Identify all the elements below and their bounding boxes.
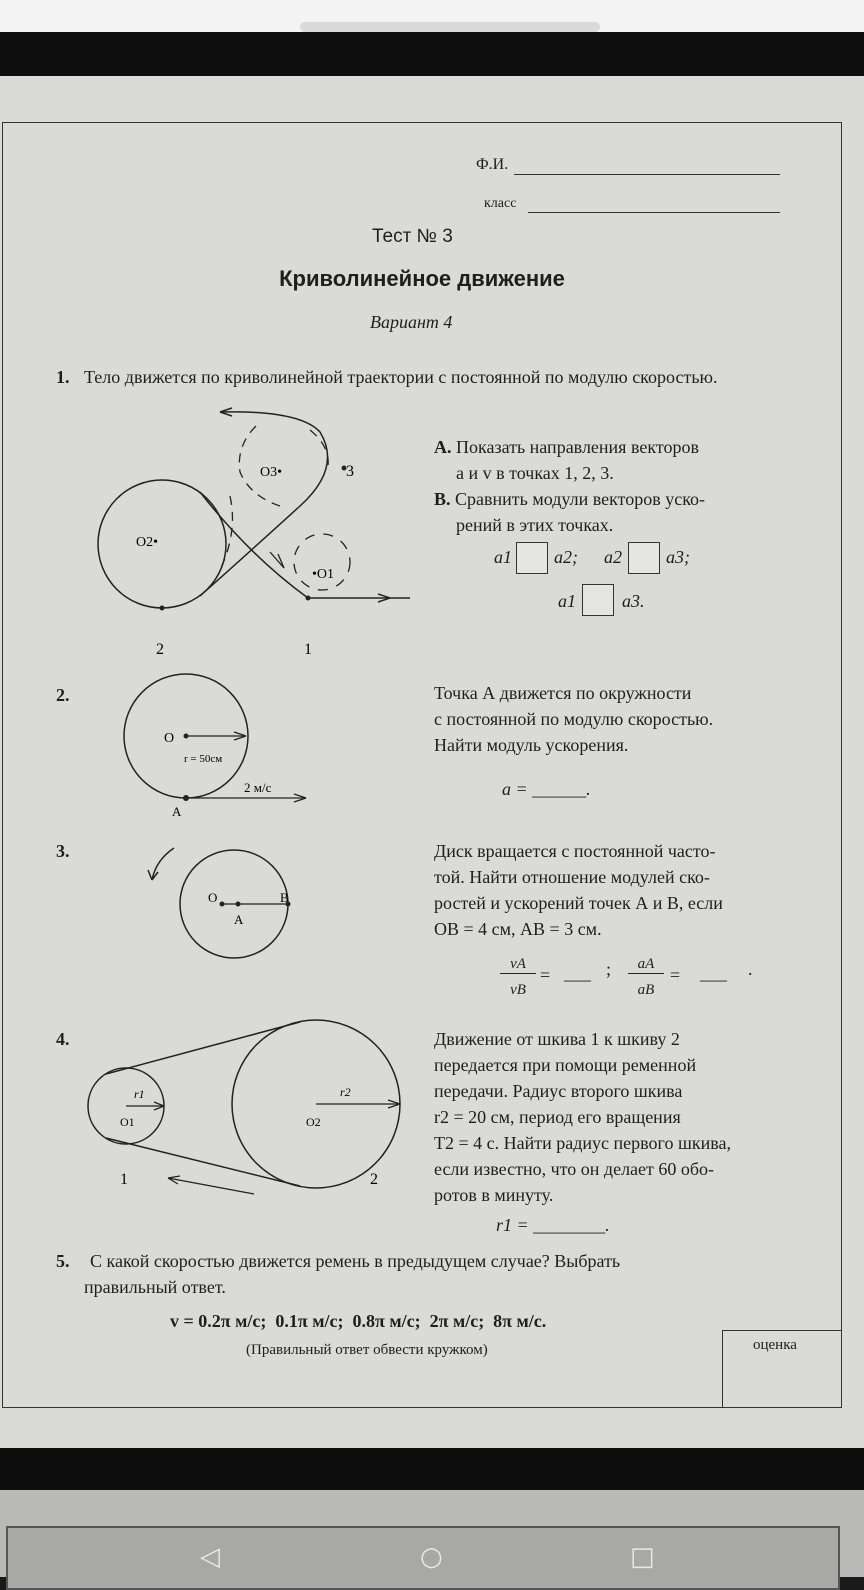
q4-label-p1: 1 (120, 1171, 128, 1188)
q4-pulley-figure (84, 1014, 414, 1214)
q2-answer[interactable]: a = ______. (502, 779, 591, 799)
q4-label-o2: O2 (306, 1115, 321, 1129)
q1-task-b (434, 486, 705, 512)
q2-number: 2. (56, 685, 70, 705)
q2-circle-figure (120, 672, 320, 822)
home-icon[interactable]: ○ (420, 1542, 443, 1572)
q1-label-p3: 3 (346, 463, 354, 480)
q5-line-1: С какой скоростью движется ремень в предыдущем случае? Выбрать (90, 1251, 621, 1271)
q3-number: 3. (56, 841, 70, 861)
q4-label-r2: r2 (340, 1085, 351, 1099)
q2-label-a: A (172, 804, 182, 819)
grade-box[interactable] (722, 1330, 841, 1407)
q1-number: 1. (56, 367, 70, 387)
q1-cmp-row2-a1: a1 (558, 591, 576, 611)
q2-line-2: с постоянной по модулю скоростью. (434, 709, 714, 729)
q1-compare-box-2[interactable] (628, 542, 660, 574)
q1-task-a (434, 434, 699, 460)
q1-cmp-row2-a3: a3. (622, 591, 645, 611)
q1-label-p2: 2 (156, 641, 164, 658)
grade-label: оценка (753, 1337, 797, 1353)
q4-line-1: Движение от шкива 1 к шкиву 2 (434, 1029, 680, 1049)
q1-task-a-text: Показать направления векторов (456, 437, 699, 457)
q2-label-o: O (164, 731, 175, 746)
q5-note: (Правильный ответ обвести кружком) (246, 1342, 488, 1358)
q4-answer[interactable]: r1 = ________. (496, 1215, 610, 1235)
q4-label-o1: O1 (120, 1115, 135, 1129)
class-line (528, 212, 780, 213)
q1-task-b-text: Сравнить модули векторов уско- (455, 489, 706, 509)
q4-label-r1: r1 (134, 1087, 145, 1101)
back-icon[interactable]: ◁ (200, 1542, 220, 1572)
recents-icon[interactable]: □ (630, 1542, 655, 1572)
topic-title: Криволинейное движение (279, 266, 565, 291)
bottom-bar (0, 1448, 864, 1490)
system-nav-bar (0, 1490, 864, 1577)
top-bar (0, 0, 864, 76)
q3-disk-figure (138, 840, 308, 970)
q1-cmp-a3: a3; (666, 547, 690, 567)
q3-blank-1[interactable]: ___ (564, 963, 591, 983)
q1-label-p1: 1 (304, 641, 312, 658)
q3-line-4: ОВ = 4 см, АВ = 3 см. (434, 919, 602, 939)
q3-label-b: B (280, 890, 289, 905)
q2-line-1: Точка А движется по окружности (434, 683, 692, 703)
fio-label: Ф.И. (476, 156, 509, 173)
q4-line-2: передается при помощи ременной (434, 1055, 697, 1075)
q4-line-4: r2 = 20 см, период его вращения (434, 1107, 681, 1127)
q1-task-a-label: А. (434, 437, 452, 457)
q1-task-b-label: В. (434, 489, 451, 509)
q2-label-r: r = 50см (184, 753, 223, 765)
q3-label-a: A (234, 912, 244, 927)
q5-number: 5. (56, 1251, 70, 1271)
q4-label-p2: 2 (370, 1171, 378, 1188)
q3-line-1: Диск вращается с постоянной часто- (434, 841, 716, 861)
q2-line-3: Найти модуль ускорения. (434, 735, 629, 755)
q5-line-2: правильный ответ. (84, 1277, 226, 1297)
class-label: класс (484, 196, 517, 211)
q1-compare-box-3[interactable] (582, 584, 614, 616)
test-sheet (0, 76, 864, 1448)
q4-line-7: ротов в минуту. (434, 1185, 554, 1205)
q3-eq-2: = (670, 965, 681, 985)
q3-line-2: той. Найти отношение модулей ско- (434, 867, 710, 887)
q1-task-b-line2: рений в этих точках. (456, 515, 614, 535)
q1-cmp-a2: a2; (554, 547, 578, 567)
fio-line (514, 174, 780, 175)
q3-frac-a-num: aA (628, 956, 664, 974)
q3-frac-v-num: vA (500, 956, 536, 974)
test-title: Тест № 3 (372, 226, 453, 247)
q4-number: 4. (56, 1029, 70, 1049)
q3-label-o: O (208, 890, 218, 905)
q3-end: . (748, 959, 753, 979)
q1-label-o1: •O1 (312, 567, 335, 582)
variant-label: Вариант 4 (370, 312, 453, 332)
q1-cmp-a1: a1 (494, 547, 512, 567)
q3-frac-a-den: aB (637, 982, 655, 998)
q4-line-6: если известно, что он делает 60 обо- (434, 1159, 715, 1179)
q1-text: Тело движется по криволинейной траектории с постоянной по модулю скоростью. (84, 367, 718, 387)
q3-frac-v-den: vB (510, 982, 526, 998)
q3-line-3: ростей и ускорений точек А и В, если (434, 893, 723, 913)
q1-trajectory-figure (80, 406, 420, 676)
q2-label-v: 2 м/с (244, 780, 272, 795)
scan-artifact (300, 22, 600, 32)
q4-line-5: Т2 = 4 с. Найти радиус первого шкива, (434, 1133, 731, 1153)
q3-eq-1: = (540, 965, 551, 985)
q1-label-o3: O3• (260, 465, 283, 480)
q5-options[interactable]: v = 0.2π м/с; 0.1π м/с; 0.8π м/с; 2π м/с; 8π м/с. (170, 1311, 547, 1331)
q1-cmp-a2b: a2 (604, 547, 622, 567)
q3-blank-2[interactable]: ___ (700, 963, 727, 983)
q1-compare-box-1[interactable] (516, 542, 548, 574)
q1-label-o2: O2• (136, 535, 159, 550)
q3-sep: ; (606, 959, 612, 979)
q4-line-3: передачи. Радиус второго шкива (434, 1081, 683, 1101)
q1-task-a-line2: a и v в точках 1, 2, 3. (456, 463, 614, 483)
